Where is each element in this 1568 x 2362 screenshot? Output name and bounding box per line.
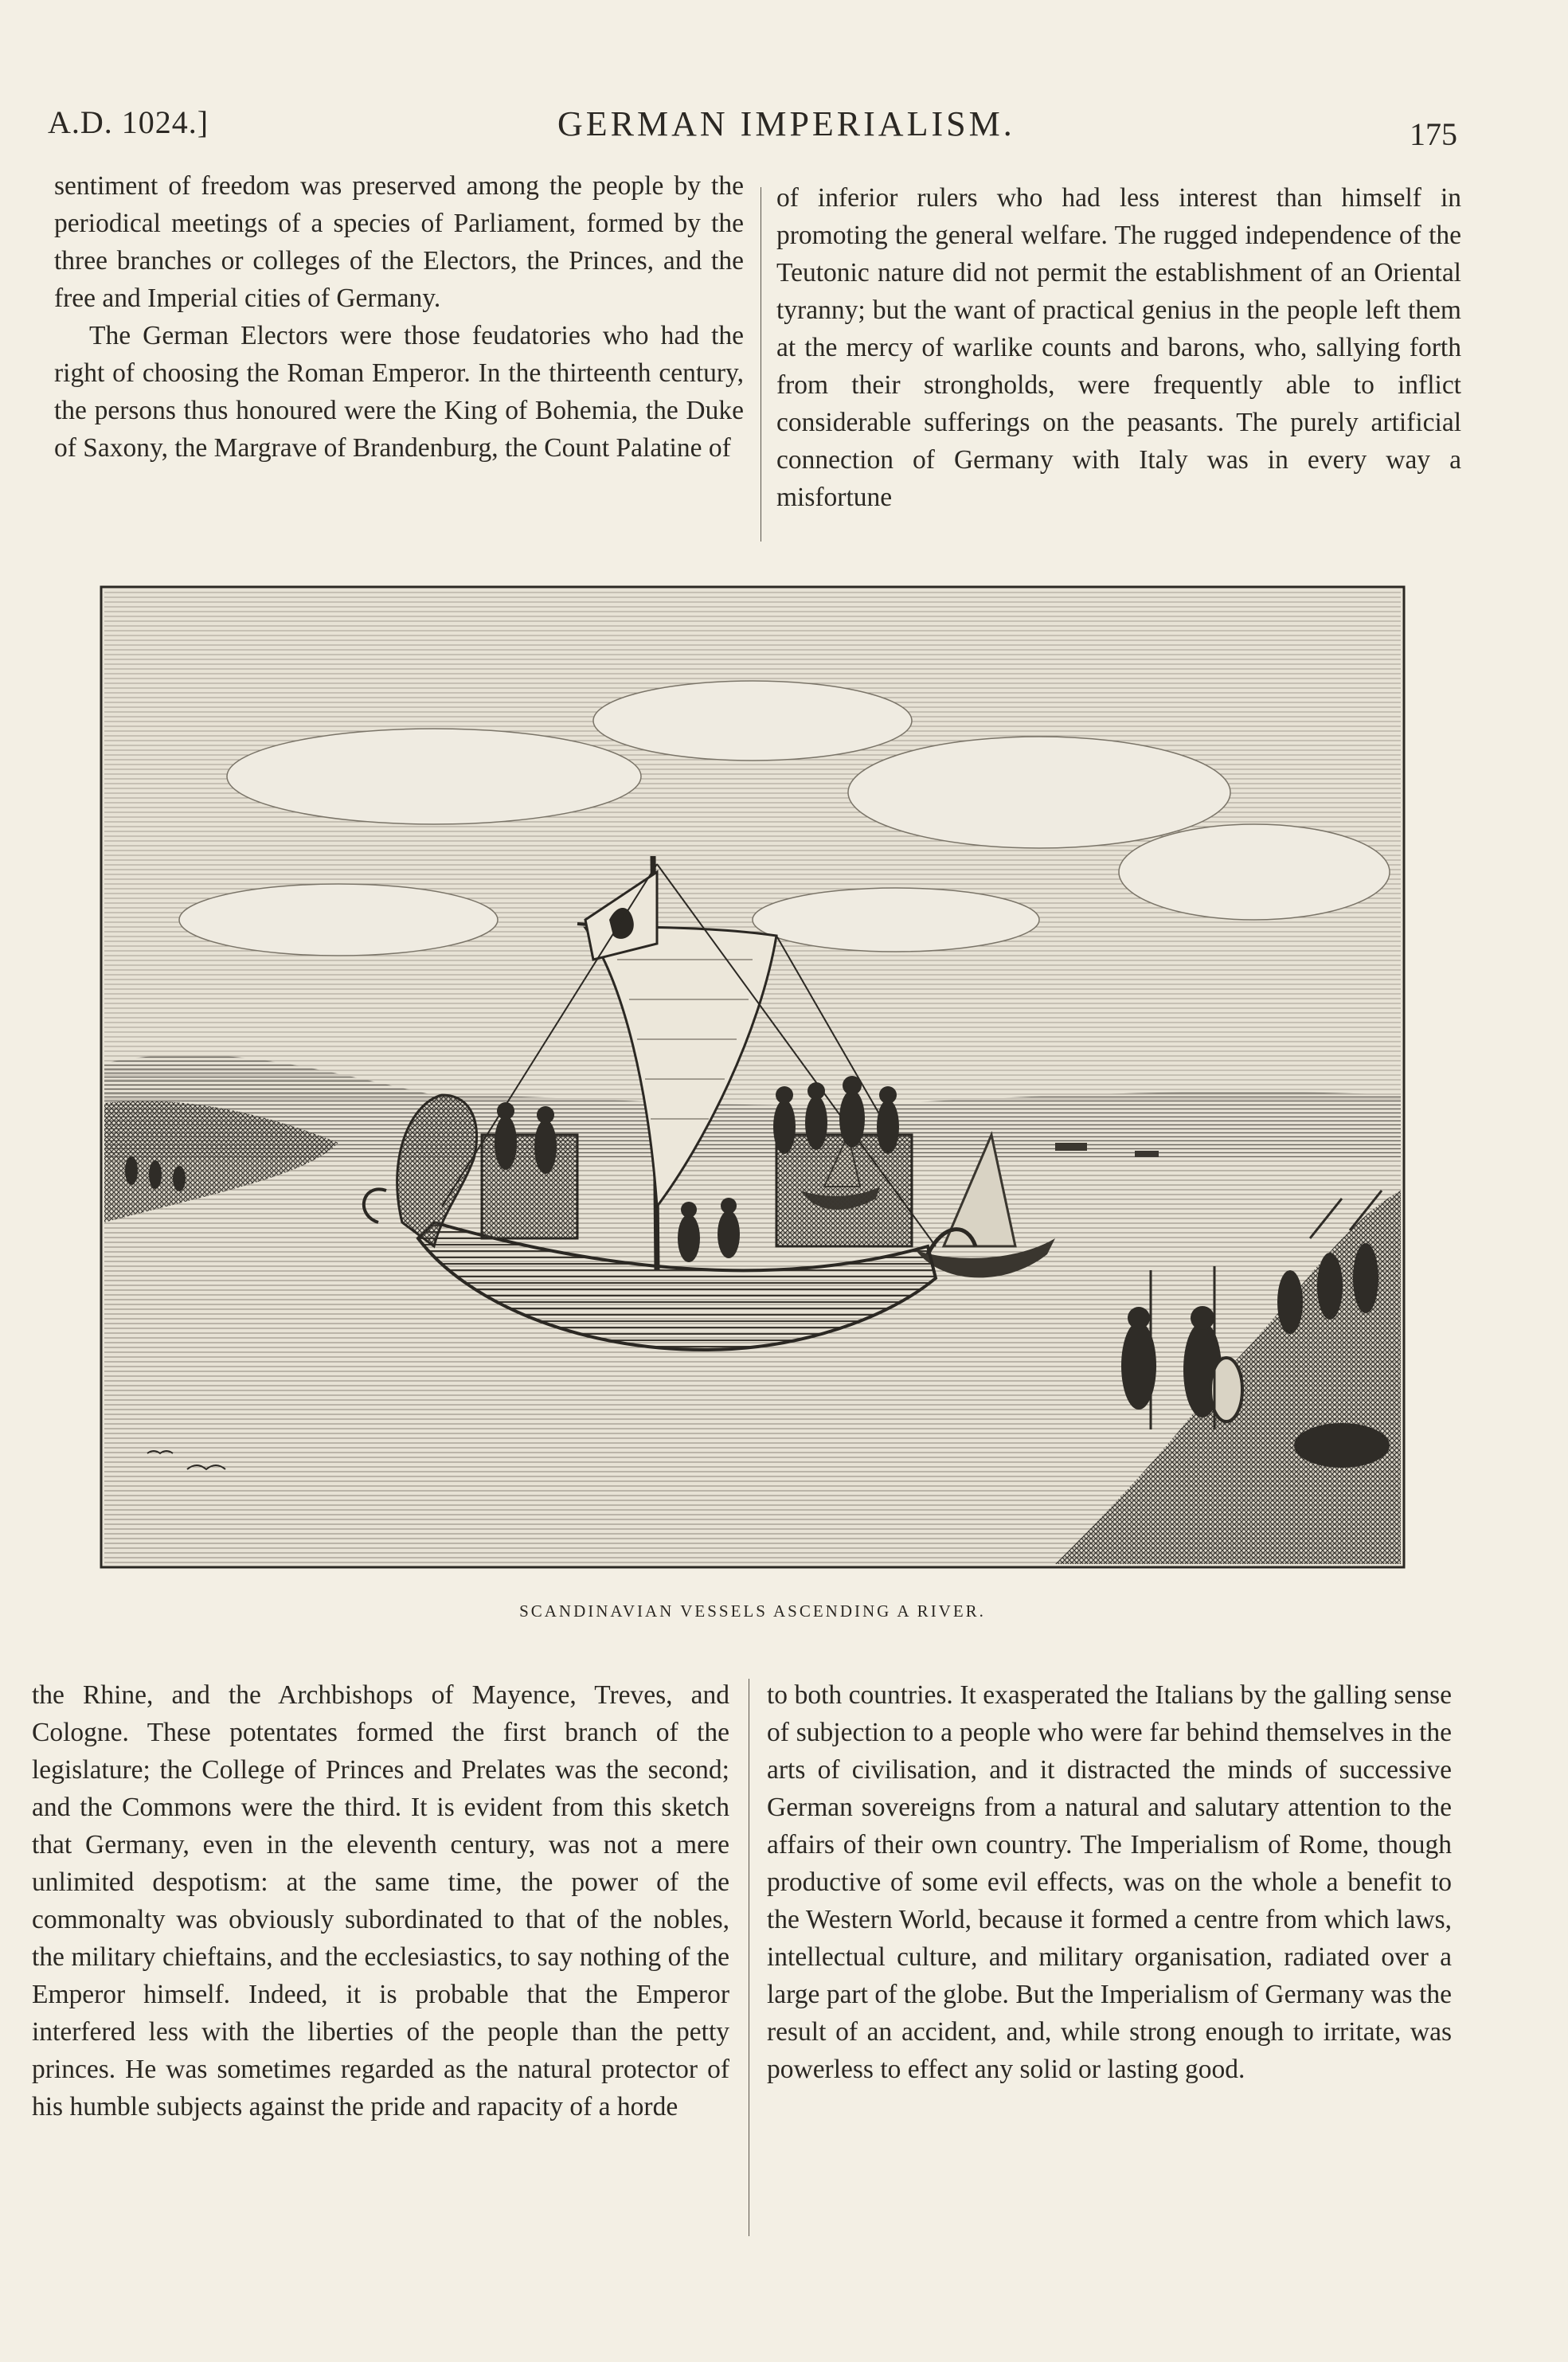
engraving-illustration [100,585,1406,1569]
paragraph: of inferior rulers who had less interest than himself in promoting the general welfare. The rugged independence of the Teutonic nature did not permit the establishment of an Oriental tyranny; but the want of practical genius in the people left them at the mercy of warlike counts and barons, who, sallying forth from their strongholds, were frequently able to inflict considerable sufferings on the peasants. The purely artificial connection of Germany with Italy was in every way a misfortune [776,183,1461,512]
page-number: 175 [1410,116,1457,152]
paragraph: The German Electors were those feudatories who had the right of choosing the Roman Emperor. In the thirteenth century, the persons thus honoured were the King of Bohemia, the Duke of Saxony, the Margrave of Brandenburg, the Count Palatine of [54,321,744,463]
running-header [48,96,1457,159]
page-title: GERMAN IMPERIALISM. [557,104,1015,143]
header-date: A.D. 1024.] [48,104,209,140]
figure-caption: SCANDINAVIAN VESSELS ASCENDING A RIVER. [519,1601,986,1621]
paragraph: to both countries. It exasperated the Italians by the galling sense of subjection to a people who were far behind themselves in the arts of civilisation, and it distracted the minds of successive German sovereigns from a natural and salutary attention to the affairs of their own country. The Imperialism of Rome, though productive of some evil effects, was on the whole a benefit to the Western World, because it formed a centre from which laws, intellectual culture, and military organisation, radiated over a large part of the globe. But the Imperialism of Germany was the result of an accident, and, while strong enough to irritate, was powerless to effect any solid or lasting good. [767,1680,1452,2084]
top-left-column [54,167,744,542]
paragraph: sentiment of freedom was preserved among the people by the periodical meetings of a species of Parliament, formed by the three branches or colleges of the Electors, the Princes, and the free and Imperial cities of Germany. [54,171,744,313]
engraving-picture [100,585,1406,1569]
top-right-column [776,179,1461,553]
paragraph: the Rhine, and the Archbishops of Mayence, Treves, and Cologne. These potentates formed the first branch of the legislature; the College of Princes and Prelates was the second; and the Commons were the third. It is evident from this sketch that Germany, even in the eleventh century, was not a mere unlimited despotism: at the same time, the power of the commonalty was obviously subordinated to that of the nobles, the military chieftains, and the ecclesiastics, to say nothing of the Emperor himself. Indeed, it is probable that the Emperor interfered less with the liberties of the people than the petty princes. He was sometimes regarded as the natural protector of his humble subjects against the pride and rapacity of a horde [32,1680,729,2121]
bottom-right-column [767,1676,1452,2250]
bottom-left-column [32,1676,729,2250]
